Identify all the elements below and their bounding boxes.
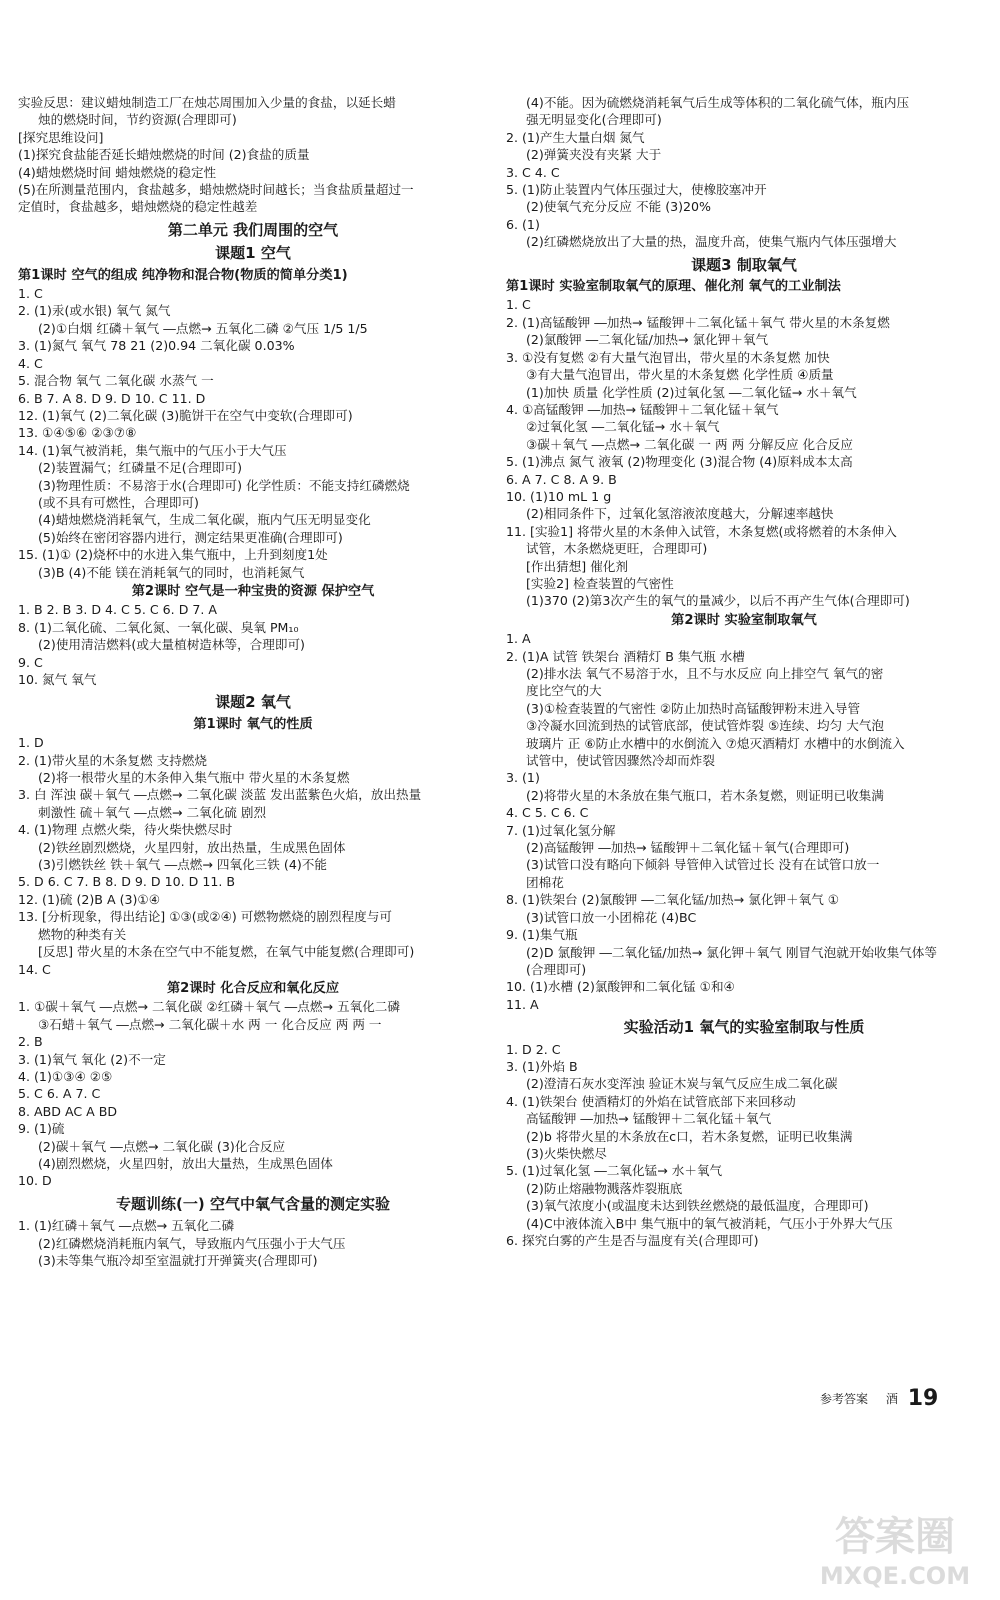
answer-line: 15. (1)① (2)烧杯中的水进入集气瓶中，上升到刻度1处 xyxy=(18,547,328,563)
answer-line: 6. 探究白雾的产生是否与温度有关(合理即可) xyxy=(506,1233,759,1248)
answer-line: 10. 氮气 氧气 xyxy=(18,672,97,687)
lesson-heading: 第2课时 化合反应和氧化反应 xyxy=(166,980,340,996)
answer-line: (2)高锰酸钾 ―加热→ 锰酸钾＋二氧化锰＋氧气(合理即可) xyxy=(526,840,850,856)
answer-line: 高锰酸钾 ―加热→ 锰酸钾＋二氧化锰＋氧气 xyxy=(526,1111,772,1127)
answer-line: (2)红磷燃烧消耗瓶内氧气，导致瓶内气压强小于大气压 xyxy=(38,1235,346,1251)
answer-line: 团棉花 xyxy=(526,874,564,890)
lesson-heading: 第1课时 实验室制取氧气的原理、催化剂 氧气的工业制法 xyxy=(506,279,841,295)
answer-line: [探究思维设问] xyxy=(18,129,104,145)
answer-line: 度比空气的大 xyxy=(526,683,602,699)
answer-line: 6. (1) xyxy=(506,216,540,232)
answer-line: (4)C中液体流入B中 集气瓶中的氧气被消耗，气压小于外界大气压 xyxy=(526,1215,893,1231)
answer-line: (3)试管口放一小团棉花 (4)BC xyxy=(526,909,697,925)
answer-line: 1. A xyxy=(506,631,531,647)
answer-line: 3. (1)外焰 B xyxy=(506,1058,578,1074)
answer-line: 12. (1)氧气 (2)二氧化碳 (3)脆饼干在空气中变软(合理即可) xyxy=(18,407,353,423)
answer-line: (4)不能。因为硫燃烧消耗氧气后生成等体积的二氧化硫气体，瓶内压 xyxy=(526,95,910,110)
answer-line: 8. (1)二氧化硫、二氧化氮、一氧化碳、臭氧 PM₁₀ xyxy=(18,619,299,635)
answer-line: 1. D 2. C xyxy=(506,1041,561,1057)
answer-line: 11. [实验1] 将带火星的木条伸入试管，木条复燃(或将燃着的木条伸入 xyxy=(506,523,897,539)
answer-line: 3. C 4. C xyxy=(506,164,560,180)
section-heading: 实验活动1 氧气的实验室制取与性质 xyxy=(623,1018,865,1037)
answer-line: (3)①检查装置的气密性 ②防止加热时高锰酸钾粉末进入导管 xyxy=(526,700,861,716)
answer-line: (2)将带火星的木条放在集气瓶口，若木条复燃，则证明已收集满 xyxy=(526,787,884,803)
answer-line: (2)铁丝剧烈燃烧，火星四射，放出热量，生成黑色固体 xyxy=(38,839,346,855)
answer-line: 试管中，使试管因骤然冷却而炸裂 xyxy=(526,753,715,769)
answer-line: (2)装置漏气；红磷量不足(合理即可) xyxy=(38,460,242,476)
answer-line: 3. (1) xyxy=(506,770,540,786)
answer-line: (1)370 (2)第3次产生的氧气的量减少，以后不再产生气体(合理即可) xyxy=(526,593,910,609)
answer-line: 烛的燃烧时间，节约资源(合理即可) xyxy=(38,112,237,128)
answer-line: 13. ①④⑤⑥ ②③⑦⑧ xyxy=(18,425,137,441)
answer-line: 4. C xyxy=(18,355,43,371)
section-heading: 课题2 氧气 xyxy=(215,693,291,712)
answer-line: 4. (1)物理 点燃火柴，待火柴快燃尽时 xyxy=(18,822,233,838)
page-footer xyxy=(820,1386,938,1411)
answer-line: (4)蜡烛燃烧消耗氧气，生成二氧化碳，瓶内气压无明显变化 xyxy=(38,512,371,528)
answer-line: (2)使氧气充分反应 不能 (3)20% xyxy=(526,199,712,215)
answer-line: (1)探究食盐能否延长蜡烛燃烧的时间 (2)食盐的质量 xyxy=(18,147,310,163)
answer-line: (3)引燃铁丝 铁＋氧气 ―点燃→ 四氧化三铁 (4)不能 xyxy=(38,857,327,873)
answer-line: (2)①白烟 红磷＋氧气 ―点燃→ 五氧化二磷 ②气压 1/5 1/5 xyxy=(38,320,368,336)
lesson-heading: 第1课时 氧气的性质 xyxy=(193,716,313,732)
answer-line: 9. C xyxy=(18,654,43,670)
answer-line: ②过氧化氢 ―二氧化锰→ 水＋氧气 xyxy=(526,419,720,435)
answer-line: 2. B xyxy=(18,1034,43,1050)
answer-line: 2. (1)A 试管 铁架台 酒精灯 B 集气瓶 水槽 xyxy=(506,648,745,664)
answer-line: 5. 混合物 氧气 二氧化碳 水蒸气 一 xyxy=(18,373,214,389)
answer-line: 1. C xyxy=(18,286,43,302)
answer-line: (3)氧气浓度小(或温度未达到铁丝燃烧的最低温度，合理即可) xyxy=(526,1198,869,1214)
answer-line: 4. (1)铁架台 使酒精灯的外焰在试管底部下来回移动 xyxy=(506,1093,796,1109)
answer-line: 5. C 6. A 7. C xyxy=(18,1086,101,1102)
answer-line: 3. 白 浑浊 碳＋氧气 ―点燃→ 二氧化碳 淡蓝 发出蓝紫色火焰，放出热量 xyxy=(18,787,422,803)
answer-line: 试管，木条燃烧更旺，合理即可) xyxy=(526,541,708,557)
answer-line: 强无明显变化(合理即可) xyxy=(526,112,662,128)
answer-line: 定值时，食盐越多，蜡烛燃烧的稳定性越差 xyxy=(18,199,258,215)
answer-line: ③石蜡＋氧气 ―点燃→ 二氧化碳＋水 两 一 化合反应 两 两 一 xyxy=(38,1016,382,1032)
lesson-heading: 第2课时 实验室制取氧气 xyxy=(671,612,817,628)
answer-line: 6. A 7. C 8. A 9. B xyxy=(506,471,617,487)
footer-mark: 酒 xyxy=(885,1392,898,1406)
answer-line: 13. [分析现象，得出结论] ①③(或②④) 可燃物燃烧的剧烈程度与可 xyxy=(18,909,392,925)
answer-line: (3)物理性质：不易溶于水(合理即可) 化学性质：不能支持红磷燃烧 xyxy=(38,477,410,493)
answer-line: (2)使用清洁燃料(或大量植树造林等，合理即可) xyxy=(38,637,305,653)
answer-line: 3. (1)氧气 氧化 (2)不一定 xyxy=(18,1051,166,1067)
answer-line: ③冷凝水回流到热的试管底部，使试管炸裂 ⑤连续、均匀 大气泡 xyxy=(526,718,885,734)
answer-line: 3. ①没有复燃 ②有大量气泡冒出，带火星的木条复燃 加快 xyxy=(506,349,830,365)
answer-line: 2. (1)汞(或水银) 氧气 氮气 xyxy=(18,303,171,319)
answer-line: 燃物的种类有关 xyxy=(38,926,127,942)
answer-line: 5. (1)过氧化氢 ―二氧化锰→ 水＋氧气 xyxy=(506,1163,723,1179)
answer-line: (1)加快 质量 化学性质 (2)过氧化氢 ―二氧化锰→ 水＋氧气 xyxy=(526,384,857,400)
footer-label: 参考答案 xyxy=(820,1392,869,1406)
answer-line: (2)相同条件下，过氧化氢溶液浓度越大，分解速率越快 xyxy=(526,506,834,522)
answer-line: 8. ABD AC A BD xyxy=(18,1103,118,1119)
answer-line: 9. (1)硫 xyxy=(18,1121,65,1137)
answer-line: 1. C xyxy=(506,297,531,313)
answer-line: 4. ①高锰酸钾 ―加热→ 锰酸钾＋二氧化锰＋氧气 xyxy=(506,401,779,417)
answer-line: 2. (1)产生大量白烟 氮气 xyxy=(506,129,645,145)
answer-line: (4)蜡烛燃烧时间 蜡烛燃烧的稳定性 xyxy=(18,164,217,180)
answer-line: 实验反思：建议蜡烛制造工厂在烛芯周围加入少量的食盐，以延长蜡 xyxy=(18,95,396,110)
watermark-title: 答案圈 xyxy=(835,1514,955,1560)
answer-line: ③碳＋氧气 ―点燃→ 二氧化碳 一 两 两 分解反应 化合反应 xyxy=(526,436,853,452)
answer-line: 5. (1)沸点 氮气 液氧 (2)物理变化 (3)混合物 (4)原料成本太高 xyxy=(506,454,853,470)
answer-line: (2)澄清石灰水变浑浊 验证木炭与氧气反应生成二氧化碳 xyxy=(526,1076,838,1092)
answer-line: 玻璃片 正 ⑥防止水槽中的水倒流入 ⑦熄灭酒精灯 水槽中的水倒流入 xyxy=(526,735,905,751)
answer-line: [反思] 带火星的木条在空气中不能复燃，在氧气中能复燃(合理即可) xyxy=(38,944,415,960)
section-heading: 第二单元 我们周围的空气 xyxy=(167,220,339,239)
answer-line: (2)b 将带火星的木条放在c口，若木条复燃，证明已收集满 xyxy=(526,1128,853,1144)
answer-line: (合理即可) xyxy=(526,961,587,977)
answer-line: (2)防止熔融物溅落炸裂瓶底 xyxy=(526,1180,683,1196)
section-heading: 课题1 空气 xyxy=(215,244,291,263)
answer-line: (5)在所测量范围内，食盐越多，蜡烛燃烧时间越长；当食盐质量超过一 xyxy=(18,182,414,198)
answer-line: 14. (1)氧气被消耗，集气瓶中的气压小于大气压 xyxy=(18,442,287,458)
answer-line: (2)将一根带火星的木条伸入集气瓶中 带火星的木条复燃 xyxy=(38,770,350,786)
answer-line: (2)排水法 氧气不易溶于水，且不与水反应 向上排空气 氧气的密 xyxy=(526,666,884,681)
answer-line: 2. (1)高锰酸钾 ―加热→ 锰酸钾＋二氧化锰＋氧气 带火星的木条复燃 xyxy=(506,314,890,330)
answer-line: (3)试管口没有略向下倾斜 导管伸入试管过长 没有在试管口放一 xyxy=(526,857,880,873)
section-heading: 专题训练(一) 空气中氧气含量的测定实验 xyxy=(116,1194,390,1213)
answer-line: 10. (1)10 mL 1 g xyxy=(506,488,612,504)
answer-line: 14. C xyxy=(18,961,51,977)
answer-line: 5. D 6. C 7. B 8. D 9. D 10. D 11. B xyxy=(18,874,236,890)
lesson-heading: 第2课时 空气是一种宝贵的资源 保护空气 xyxy=(131,583,375,599)
section-heading: 课题3 制取氧气 xyxy=(691,255,797,274)
answer-line: [作出猜想] 催化剂 xyxy=(526,558,628,574)
answer-line: 11. A xyxy=(506,996,539,1012)
answer-line: 6. B 7. A 8. D 9. D 10. C 11. D xyxy=(18,390,206,406)
answer-line: (2)D 氯酸钾 ―二氧化锰/加热→ 氯化钾＋氧气 刚冒气泡就开始收集气体等 xyxy=(526,944,937,960)
right-column xyxy=(506,94,982,1249)
answer-line: 12. (1)硫 (2)B A (3)①④ xyxy=(18,891,160,907)
lesson-heading: 第1课时 空气的组成 纯净物和混合物(物质的简单分类1) xyxy=(18,267,348,283)
answer-line: (4)剧烈燃烧，火星四射，放出大量热，生成黑色固体 xyxy=(38,1155,333,1171)
answer-line: 10. (1)水槽 (2)氯酸钾和二氧化锰 ①和④ xyxy=(506,979,735,995)
answer-line: (或不具有可燃性，合理即可) xyxy=(38,494,199,510)
answer-line: 1. (1)红磷＋氧气 ―点燃→ 五氧化二磷 xyxy=(18,1218,235,1234)
answer-line: 10. D xyxy=(18,1173,52,1189)
answer-line: 7. (1)过氧化氢分解 xyxy=(506,822,616,838)
answer-line: ③有大量气泡冒出，带火星的木条复燃 化学性质 ④质量 xyxy=(526,367,834,383)
answer-line: 1. B 2. B 3. D 4. C 5. C 6. D 7. A xyxy=(18,602,218,618)
answer-line: (3)火柴快燃尽 xyxy=(526,1145,607,1161)
watermark-logo xyxy=(800,1500,990,1592)
answer-line: 8. (1)铁架台 (2)氯酸钾 ―二氧化锰/加热→ 氯化钾＋氧气 ① xyxy=(506,892,840,908)
answer-line: 5. (1)防止装置内气体压强过大，使橡胶塞冲开 xyxy=(506,182,767,198)
left-column xyxy=(18,94,488,1269)
answer-line: 刺激性 硫＋氧气 ―点燃→ 二氧化硫 剧烈 xyxy=(38,804,267,820)
answer-line: 4. C 5. C 6. C xyxy=(506,805,589,821)
answer-line: (2)氯酸钾 ―二氧化锰/加热→ 氯化钾＋氧气 xyxy=(526,332,769,348)
page-number: 19 xyxy=(907,1386,939,1411)
answer-line: 2. (1)带火星的木条复燃 支持燃烧 xyxy=(18,752,207,768)
answer-line: (3)未等集气瓶冷却至室温就打开弹簧夹(合理即可) xyxy=(38,1253,318,1268)
answer-line: 1. ①碳＋氧气 ―点燃→ 二氧化碳 ②红磷＋氧气 ―点燃→ 五氧化二磷 xyxy=(18,999,400,1015)
answer-line: (2)红磷燃烧放出了大量的热，温度升高，使集气瓶内气体压强增大 xyxy=(526,234,897,250)
answer-line: (5)始终在密闭容器内进行，测定结果更准确(合理即可) xyxy=(38,529,343,545)
answer-line: 3. (1)氮气 氧气 78 21 (2)0.94 二氧化碳 0.03% xyxy=(18,338,295,354)
answer-line: 9. (1)集气瓶 xyxy=(506,927,578,943)
answer-line: 1. D xyxy=(18,735,44,751)
answer-line: (3)B (4)不能 镁在消耗氧气的同时，也消耗氮气 xyxy=(38,564,305,580)
answer-line: (2)弹簧夹没有夹紧 大于 xyxy=(526,147,662,163)
answer-line: 4. (1)①③④ ②⑤ xyxy=(18,1068,113,1084)
watermark-url: MXQE.COM xyxy=(819,1562,971,1590)
answer-line: (2)碳＋氧气 ―点燃→ 二氧化碳 (3)化合反应 xyxy=(38,1138,286,1154)
answer-line: [实验2] 检查装置的气密性 xyxy=(526,575,674,591)
